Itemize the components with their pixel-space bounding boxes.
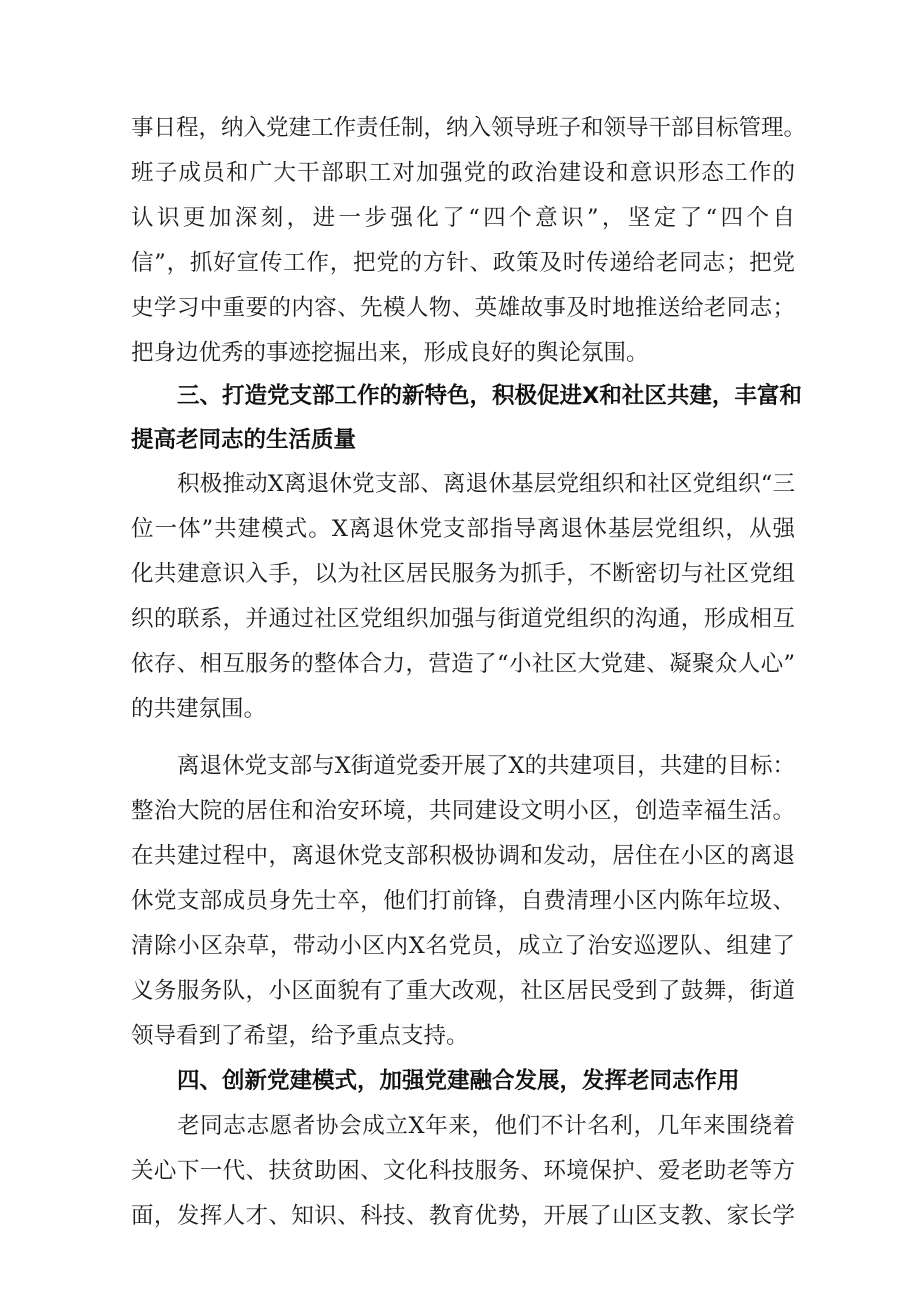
- text-line: 离退休党支部与X街道党委开展了X的共建项目，共建的目标：: [177, 753, 795, 779]
- text-line: 积极推动X离退休党支部、离退休基层党组织和社区党组织“三: [177, 471, 795, 497]
- heading-line: 四、创新党建模式，加强党建融合发展，发挥老同志作用: [177, 1068, 740, 1094]
- text-line: 清除小区杂草，带动小区内X名党员，成立了治安巡逻队、组建了: [131, 933, 795, 959]
- text-line: 关心下一代、扶贫助困、文化科技服务、环境保护、爱老助老等方: [131, 1158, 795, 1184]
- text-line: 的共建氛围。: [131, 696, 267, 722]
- text-line: 认识更加深刻，进一步强化了“四个意识”，坚定了“四个自: [131, 205, 795, 231]
- text-line: 在共建过程中，离退休党支部积极协调和发动，居住在小区的离退: [131, 843, 795, 869]
- text-line: 史学习中重要的内容、先模人物、英雄故事及时地推送给老同志；: [131, 295, 795, 321]
- text-line: 织的联系，并通过社区党组织加强与街道党组织的沟通，形成相互: [131, 606, 795, 632]
- text-line: 事日程，纳入党建工作责任制，纳入领导班子和领导干部目标管理。: [131, 115, 807, 141]
- text-line: 班子成员和广大干部职工对加强党的政治建设和意识形态工作的: [131, 160, 795, 186]
- text-line: 化共建意识入手，以为社区居民服务为抓手，不断密切与社区党组: [131, 561, 795, 587]
- heading-line: 提高老同志的生活质量: [131, 427, 357, 453]
- text-line: 整治大院的居住和治安环境，共同建设文明小区，创造幸福生活。: [131, 798, 795, 824]
- text-line: 位一体”共建模式。X离退休党支部指导离退休基层党组织，从强: [131, 516, 795, 542]
- text-line: 面，发挥人才、知识、科技、教育优势，开展了山区支教、家长学: [131, 1203, 795, 1229]
- text-line: 信”，抓好宣传工作，把党的方针、政策及时传递给老同志；把党: [131, 250, 795, 276]
- text-line: 义务服务队，小区面貌有了重大改观，社区居民受到了鼓舞，街道: [131, 978, 795, 1004]
- text-line: 把身边优秀的事迹挖掘出来，形成良好的舆论氛围。: [131, 340, 649, 366]
- heading-line: 三、打造党支部工作的新特色，积极促进X和社区共建，丰富和: [177, 383, 802, 409]
- text-line: 依存、相互服务的整体合力，营造了“小社区大党建、凝聚众人心”: [131, 651, 795, 677]
- text-line: 老同志志愿者协会成立X年来，他们不计名利，几年来围绕着: [177, 1113, 795, 1139]
- text-line: 休党支部成员身先士卒，他们打前锋，自费清理小区内陈年垃圾、: [131, 888, 795, 914]
- text-line: 领导看到了希望，给予重点支持。: [131, 1023, 469, 1049]
